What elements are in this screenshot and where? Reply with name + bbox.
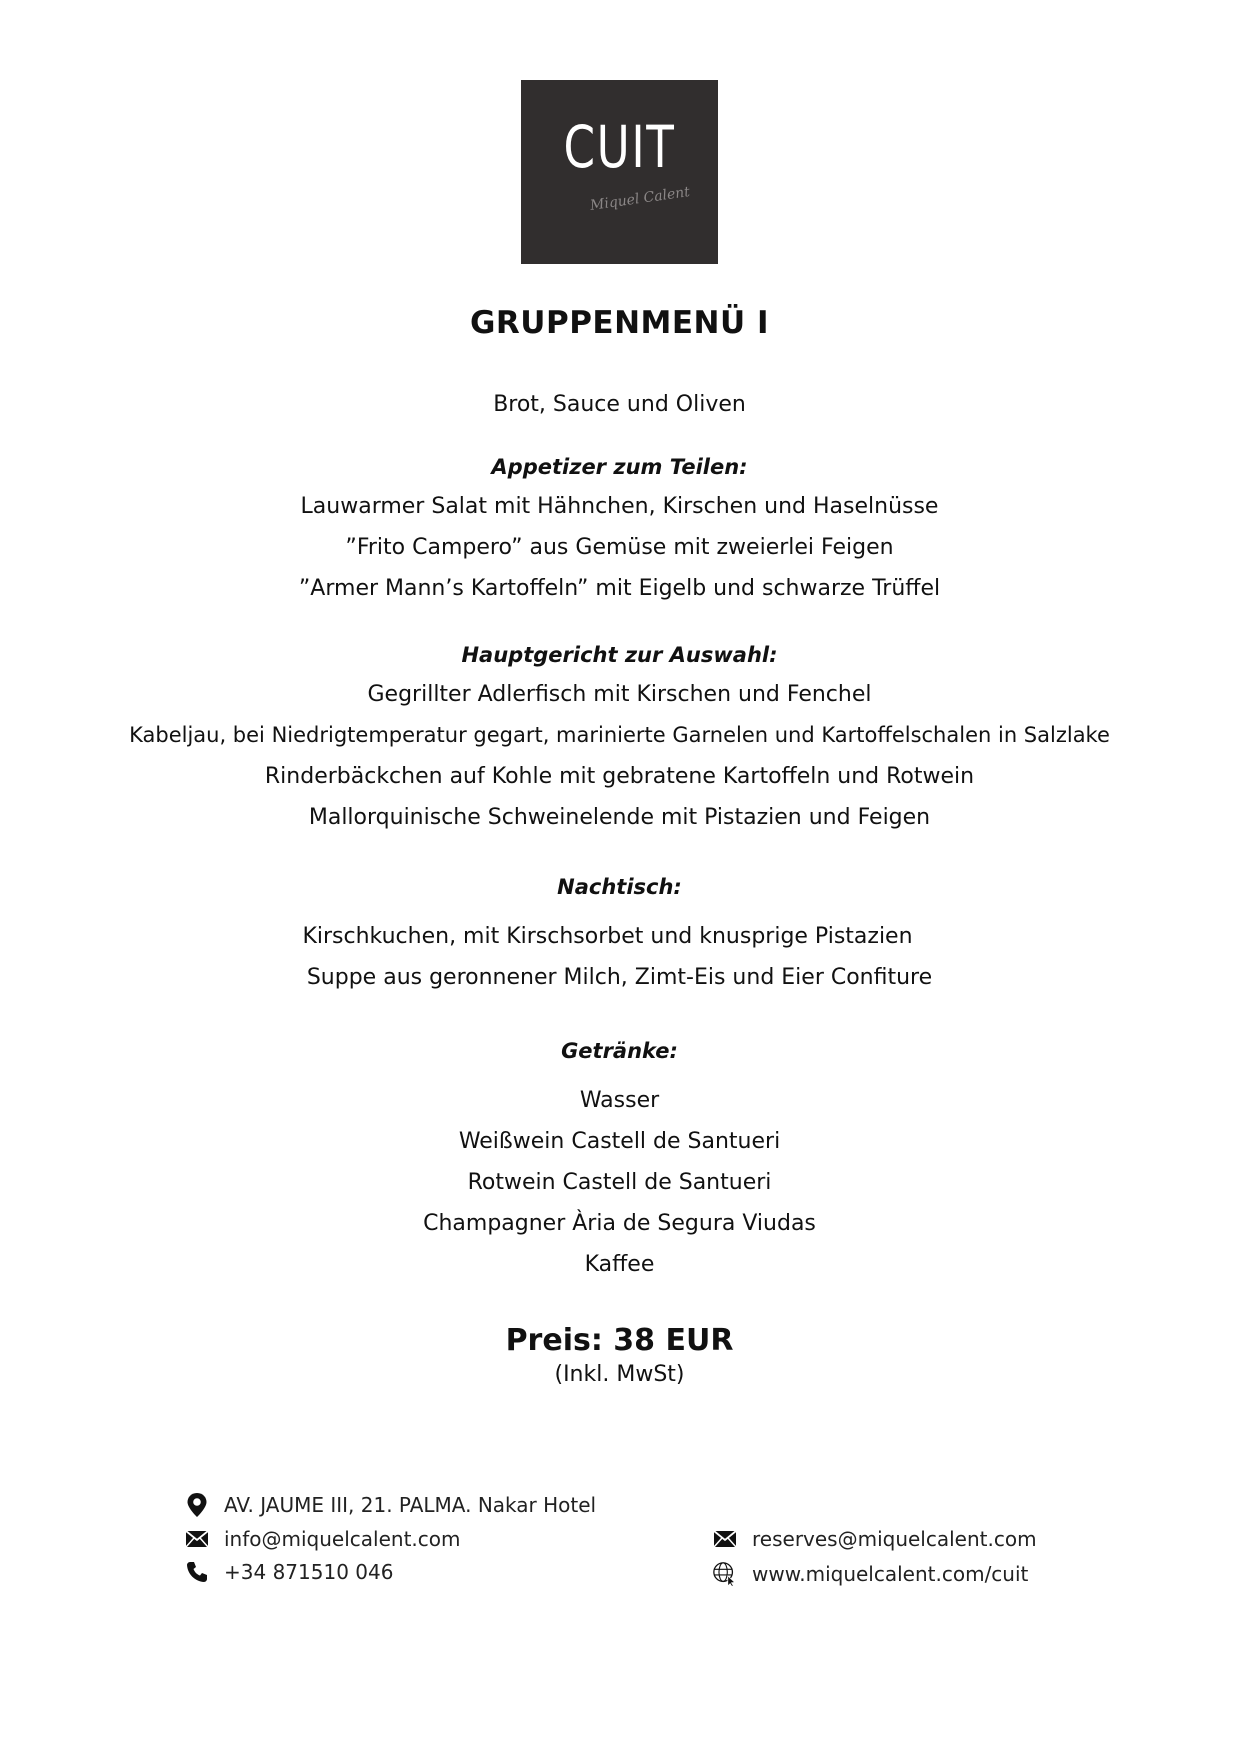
reserves-email-link[interactable]: reserves@miquelcalent.com bbox=[752, 1527, 1037, 1551]
appetizer-item: ”Frito Campero” aus Gemüse mit zweierlei Feigen bbox=[345, 535, 894, 560]
drinks-item: Champagner Ària de Segura Viudas bbox=[423, 1211, 816, 1236]
contact-address bbox=[184, 1492, 596, 1518]
appetizer-item: ”Armer Mann’s Kartoffeln” mit Eigelb und schwarze Trüffel bbox=[298, 576, 941, 601]
contact-email-info bbox=[184, 1526, 460, 1552]
phone-link[interactable]: +34 871510 046 bbox=[224, 1560, 394, 1584]
dessert-item: Suppe aus geronnener Milch, Zimt-Eis und Eier Confiture bbox=[306, 965, 933, 990]
phone-icon bbox=[184, 1559, 210, 1585]
contact-email-reserves bbox=[712, 1526, 1037, 1552]
website-link[interactable]: www.miquelcalent.com/cuit bbox=[752, 1562, 1029, 1586]
main-course-item: Rinderbäckchen auf Kohle mit gebratene Kartoffeln und Rotwein bbox=[264, 764, 975, 789]
dessert-item: Kirschkuchen, mit Kirschsorbet und knusprige Pistazien bbox=[302, 924, 913, 949]
appetizer-item: Lauwarmer Salat mit Hähnchen, Kirschen und Haselnüsse bbox=[300, 494, 939, 519]
appetizer-heading: Appetizer zum Teilen: bbox=[491, 455, 748, 479]
contact-phone bbox=[184, 1559, 393, 1585]
location-pin-icon bbox=[184, 1492, 210, 1518]
drinks-heading: Getränke: bbox=[561, 1039, 678, 1063]
drinks-item: Rotwein Castell de Santueri bbox=[467, 1170, 772, 1195]
intro-line: Brot, Sauce und Oliven bbox=[493, 392, 746, 417]
info-email-link[interactable]: info@miquelcalent.com bbox=[224, 1527, 461, 1551]
logo-signature: Miquel Calent bbox=[589, 184, 691, 214]
main-course-item: Kabeljau, bei Niedrigtemperatur gegart, marinierte Garnelen und Kartoffelschalen in Salzlake bbox=[129, 723, 1110, 747]
address-text: AV. JAUME III, 21. PALMA. Nakar Hotel bbox=[224, 1493, 597, 1517]
main-course-item: Gegrillter Adlerfisch mit Kirschen und Fenchel bbox=[367, 682, 872, 707]
price: Preis: 38 EUR bbox=[505, 1323, 734, 1358]
drinks-item: Wasser bbox=[579, 1088, 660, 1113]
envelope-icon bbox=[712, 1526, 738, 1552]
drinks-item: Kaffee bbox=[584, 1252, 655, 1277]
main-course-item: Mallorquinische Schweinelende mit Pistazien und Feigen bbox=[308, 805, 931, 830]
logo bbox=[521, 80, 718, 264]
contact-website bbox=[712, 1561, 1028, 1587]
envelope-icon bbox=[184, 1526, 210, 1552]
dessert-heading: Nachtisch: bbox=[557, 875, 682, 899]
main-course-heading: Hauptgericht zur Auswahl: bbox=[461, 643, 778, 667]
globe-cursor-icon bbox=[712, 1561, 738, 1587]
menu-title: GRUPPENMENÜ I bbox=[469, 305, 770, 341]
price-note: (Inkl. MwSt) bbox=[554, 1362, 685, 1387]
drinks-item: Weißwein Castell de Santueri bbox=[458, 1129, 781, 1154]
logo-wordmark: CUIT bbox=[563, 113, 676, 181]
